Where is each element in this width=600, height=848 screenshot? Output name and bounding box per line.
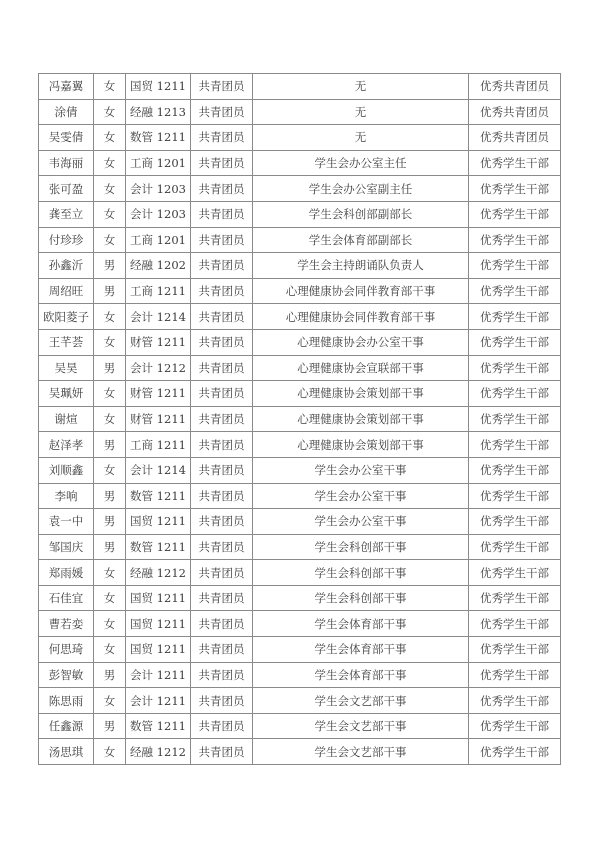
- cell-name: 任鑫源: [39, 713, 94, 739]
- cell-award: 优秀学生干部: [469, 176, 561, 202]
- cell-political-status: 共青团员: [191, 201, 253, 227]
- cell-award: 优秀学生干部: [469, 355, 561, 381]
- cell-name: 彭智敏: [39, 662, 94, 688]
- award-roster-table: [38, 73, 561, 765]
- table-row: [39, 457, 561, 483]
- cell-position: 学生会体育部干事: [253, 637, 469, 663]
- cell-class: 国贸 1211: [126, 509, 191, 535]
- cell-gender: 女: [94, 688, 126, 714]
- cell-position: 心理健康协会策划部干事: [253, 432, 469, 458]
- cell-class: 经融 1213: [126, 99, 191, 125]
- cell-award: 优秀学生干部: [469, 611, 561, 637]
- cell-class: 国贸 1211: [126, 611, 191, 637]
- cell-class: 国贸 1211: [126, 585, 191, 611]
- cell-political-status: 共青团员: [191, 432, 253, 458]
- cell-class: 数管 1211: [126, 534, 191, 560]
- cell-name: 孙鑫沂: [39, 253, 94, 279]
- cell-gender: 女: [94, 560, 126, 586]
- cell-award: 优秀学生干部: [469, 739, 561, 765]
- cell-position: 无: [253, 99, 469, 125]
- cell-position: 心理健康协会办公室干事: [253, 329, 469, 355]
- cell-political-status: 共青团员: [191, 329, 253, 355]
- cell-gender: 女: [94, 99, 126, 125]
- cell-name: 刘顺鑫: [39, 457, 94, 483]
- cell-political-status: 共青团员: [191, 176, 253, 202]
- cell-class: 财管 1211: [126, 381, 191, 407]
- cell-award: 优秀学生干部: [469, 304, 561, 330]
- cell-name: 付珍珍: [39, 227, 94, 253]
- table-row: [39, 662, 561, 688]
- cell-name: 王芊荟: [39, 329, 94, 355]
- cell-class: 会计 1214: [126, 304, 191, 330]
- table-row: [39, 688, 561, 714]
- table-row: [39, 74, 561, 100]
- cell-gender: 女: [94, 381, 126, 407]
- cell-class: 数管 1211: [126, 483, 191, 509]
- cell-class: 会计 1211: [126, 688, 191, 714]
- cell-position: 学生会办公室干事: [253, 483, 469, 509]
- cell-position: 学生会办公室干事: [253, 509, 469, 535]
- cell-position: 学生会文艺部干事: [253, 713, 469, 739]
- cell-class: 国贸 1211: [126, 74, 191, 100]
- table-row: [39, 637, 561, 663]
- table-row: [39, 534, 561, 560]
- cell-award: 优秀学生干部: [469, 509, 561, 535]
- cell-award: 优秀学生干部: [469, 637, 561, 663]
- cell-award: 优秀学生干部: [469, 662, 561, 688]
- table-row: [39, 739, 561, 765]
- cell-name: 冯嘉翼: [39, 74, 94, 100]
- cell-gender: 女: [94, 406, 126, 432]
- cell-name: 陈思雨: [39, 688, 94, 714]
- cell-political-status: 共青团员: [191, 739, 253, 765]
- cell-gender: 男: [94, 278, 126, 304]
- cell-gender: 女: [94, 329, 126, 355]
- cell-gender: 女: [94, 150, 126, 176]
- cell-position: 学生会文艺部干事: [253, 688, 469, 714]
- cell-award: 优秀学生干部: [469, 560, 561, 586]
- cell-name: 龚至立: [39, 201, 94, 227]
- table-row: [39, 560, 561, 586]
- cell-gender: 男: [94, 355, 126, 381]
- cell-political-status: 共青团员: [191, 457, 253, 483]
- cell-class: 经融 1212: [126, 739, 191, 765]
- cell-class: 经融 1202: [126, 253, 191, 279]
- cell-gender: 女: [94, 176, 126, 202]
- cell-position: 学生会科创部干事: [253, 534, 469, 560]
- cell-gender: 女: [94, 585, 126, 611]
- cell-name: 袁一中: [39, 509, 94, 535]
- table-row: [39, 355, 561, 381]
- cell-political-status: 共青团员: [191, 125, 253, 151]
- cell-name: 周绍旺: [39, 278, 94, 304]
- cell-award: 优秀学生干部: [469, 406, 561, 432]
- cell-award: 优秀学生干部: [469, 585, 561, 611]
- cell-political-status: 共青团员: [191, 253, 253, 279]
- cell-award: 优秀学生干部: [469, 483, 561, 509]
- cell-award: 优秀学生干部: [469, 432, 561, 458]
- cell-gender: 男: [94, 432, 126, 458]
- cell-political-status: 共青团员: [191, 585, 253, 611]
- cell-position: 学生会文艺部干事: [253, 739, 469, 765]
- cell-award: 优秀学生干部: [469, 150, 561, 176]
- cell-name: 韦海丽: [39, 150, 94, 176]
- cell-gender: 女: [94, 637, 126, 663]
- table-row: [39, 713, 561, 739]
- table-row: [39, 585, 561, 611]
- cell-award: 优秀学生干部: [469, 457, 561, 483]
- table-row: [39, 483, 561, 509]
- table-row: [39, 125, 561, 151]
- cell-name: 张可盈: [39, 176, 94, 202]
- roster-body: [39, 74, 561, 765]
- cell-award: 优秀学生干部: [469, 227, 561, 253]
- cell-position: 学生会科创部干事: [253, 560, 469, 586]
- cell-gender: 女: [94, 125, 126, 151]
- table-row: [39, 201, 561, 227]
- cell-political-status: 共青团员: [191, 74, 253, 100]
- cell-position: 心理健康协会同伴教育部干事: [253, 278, 469, 304]
- table-row: [39, 381, 561, 407]
- cell-award: 优秀学生干部: [469, 201, 561, 227]
- cell-position: 学生会办公室主任: [253, 150, 469, 176]
- cell-position: 学生会体育部副部长: [253, 227, 469, 253]
- cell-gender: 女: [94, 304, 126, 330]
- cell-class: 财管 1211: [126, 406, 191, 432]
- cell-position: 无: [253, 74, 469, 100]
- cell-name: 石佳宜: [39, 585, 94, 611]
- cell-name: 欧阳菱子: [39, 304, 94, 330]
- cell-gender: 女: [94, 227, 126, 253]
- cell-gender: 女: [94, 201, 126, 227]
- cell-name: 吴珮妍: [39, 381, 94, 407]
- cell-political-status: 共青团员: [191, 150, 253, 176]
- cell-class: 工商 1211: [126, 278, 191, 304]
- cell-award: 优秀学生干部: [469, 329, 561, 355]
- cell-class: 数管 1211: [126, 713, 191, 739]
- cell-gender: 男: [94, 662, 126, 688]
- cell-class: 数管 1211: [126, 125, 191, 151]
- cell-class: 工商 1201: [126, 150, 191, 176]
- cell-award: 优秀学生干部: [469, 278, 561, 304]
- cell-political-status: 共青团员: [191, 662, 253, 688]
- table-row: [39, 432, 561, 458]
- cell-gender: 男: [94, 534, 126, 560]
- table-row: [39, 278, 561, 304]
- table-row: [39, 329, 561, 355]
- cell-award: 优秀学生干部: [469, 381, 561, 407]
- cell-gender: 女: [94, 74, 126, 100]
- cell-gender: 男: [94, 253, 126, 279]
- cell-class: 会计 1212: [126, 355, 191, 381]
- cell-political-status: 共青团员: [191, 534, 253, 560]
- cell-gender: 女: [94, 611, 126, 637]
- cell-gender: 女: [94, 739, 126, 765]
- cell-class: 工商 1211: [126, 432, 191, 458]
- cell-gender: 女: [94, 457, 126, 483]
- cell-position: 无: [253, 125, 469, 151]
- cell-position: 学生会体育部干事: [253, 611, 469, 637]
- cell-class: 会计 1203: [126, 176, 191, 202]
- cell-position: 学生会主持朗诵队负责人: [253, 253, 469, 279]
- cell-position: 心理健康协会宣联部干事: [253, 355, 469, 381]
- table-row: [39, 176, 561, 202]
- cell-class: 会计 1211: [126, 662, 191, 688]
- cell-class: 会计 1203: [126, 201, 191, 227]
- table-row: [39, 611, 561, 637]
- cell-name: 汤思琪: [39, 739, 94, 765]
- cell-political-status: 共青团员: [191, 688, 253, 714]
- cell-name: 谢煊: [39, 406, 94, 432]
- cell-name: 吴雯倩: [39, 125, 94, 151]
- cell-position: 学生会科创部副部长: [253, 201, 469, 227]
- cell-gender: 男: [94, 509, 126, 535]
- table-row: [39, 304, 561, 330]
- cell-award: 优秀共青团员: [469, 99, 561, 125]
- cell-award: 优秀学生干部: [469, 534, 561, 560]
- cell-class: 国贸 1211: [126, 637, 191, 663]
- cell-class: 经融 1212: [126, 560, 191, 586]
- cell-name: 吴昊: [39, 355, 94, 381]
- cell-position: 心理健康协会策划部干事: [253, 406, 469, 432]
- cell-position: 心理健康协会同伴教育部干事: [253, 304, 469, 330]
- cell-name: 邹国庆: [39, 534, 94, 560]
- cell-name: 赵泽孝: [39, 432, 94, 458]
- cell-political-status: 共青团员: [191, 355, 253, 381]
- cell-political-status: 共青团员: [191, 406, 253, 432]
- table-row: [39, 406, 561, 432]
- table-row: [39, 227, 561, 253]
- cell-position: 学生会办公室副主任: [253, 176, 469, 202]
- cell-political-status: 共青团员: [191, 560, 253, 586]
- table-row: [39, 99, 561, 125]
- cell-class: 工商 1201: [126, 227, 191, 253]
- cell-position: 学生会办公室干事: [253, 457, 469, 483]
- cell-name: 李响: [39, 483, 94, 509]
- cell-political-status: 共青团员: [191, 509, 253, 535]
- cell-political-status: 共青团员: [191, 227, 253, 253]
- cell-political-status: 共青团员: [191, 611, 253, 637]
- cell-name: 何思琦: [39, 637, 94, 663]
- cell-award: 优秀共青团员: [469, 74, 561, 100]
- table-row: [39, 253, 561, 279]
- cell-political-status: 共青团员: [191, 637, 253, 663]
- cell-position: 心理健康协会策划部干事: [253, 381, 469, 407]
- cell-political-status: 共青团员: [191, 99, 253, 125]
- cell-name: 曹若娈: [39, 611, 94, 637]
- cell-name: 涂倩: [39, 99, 94, 125]
- table-row: [39, 150, 561, 176]
- cell-award: 优秀学生干部: [469, 713, 561, 739]
- cell-award: 优秀学生干部: [469, 253, 561, 279]
- cell-political-status: 共青团员: [191, 713, 253, 739]
- cell-position: 学生会科创部干事: [253, 585, 469, 611]
- cell-political-status: 共青团员: [191, 304, 253, 330]
- cell-political-status: 共青团员: [191, 278, 253, 304]
- cell-gender: 男: [94, 483, 126, 509]
- cell-position: 学生会体育部干事: [253, 662, 469, 688]
- cell-name: 郑雨媛: [39, 560, 94, 586]
- cell-award: 优秀共青团员: [469, 125, 561, 151]
- table-row: [39, 509, 561, 535]
- cell-political-status: 共青团员: [191, 483, 253, 509]
- cell-gender: 男: [94, 713, 126, 739]
- cell-class: 会计 1214: [126, 457, 191, 483]
- cell-award: 优秀学生干部: [469, 688, 561, 714]
- cell-class: 财管 1211: [126, 329, 191, 355]
- cell-political-status: 共青团员: [191, 381, 253, 407]
